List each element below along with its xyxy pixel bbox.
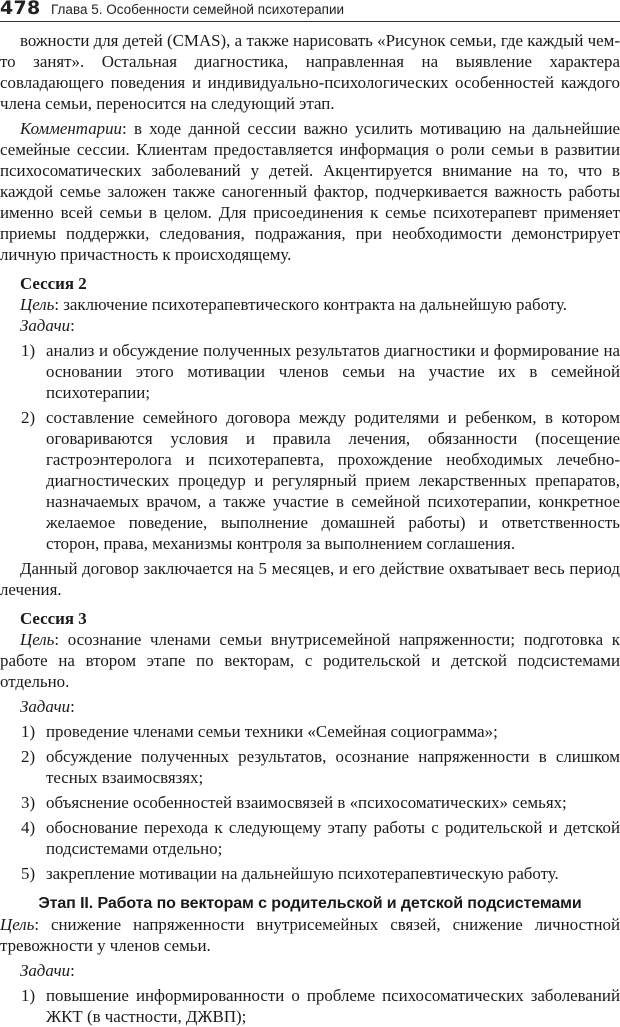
comments-text: : в ходе данной сессии важно усилить мотивацию на дальнейшие семейные сессии. Клиентам предоставляется информация о роли семьи в развитии психосоматических заболеваний у детей. Акцентируется внимание на то, что в каждой семье заложен также саногенный фактор, подчеркивается важность работы именно всей семьи в целом. Для присоединения к семье психотерапевт применяет приемы поддержки, следования, подражания, при необходимости демонстрирует личную причастность к происходящему. xyxy=(0,119,620,264)
chapter-title: Глава 5. Особенности семейной психотерапии xyxy=(51,2,345,17)
list-item-number: 3) xyxy=(21,793,36,812)
stage-2-tasks-heading xyxy=(0,960,620,981)
session-2-after: Данный договор заключается на 5 месяцев, и его действие охватывает весь период лечения. xyxy=(0,559,620,599)
list-item-text: объяснение особенностей взаимосвязей в «психосоматических» семьях; xyxy=(46,793,567,812)
page-number: 478 xyxy=(0,0,41,19)
goal-text: : снижение напряженности внутрисемейных связей, снижение личностной тревожности у членов семьи. xyxy=(0,915,620,955)
list-item-number: 5) xyxy=(21,864,36,883)
page-body xyxy=(0,30,620,1027)
list-item xyxy=(0,721,620,742)
tasks-colon: : xyxy=(70,961,75,980)
goal-label: Цель xyxy=(0,915,35,934)
session-2-goal xyxy=(0,294,620,315)
tasks-colon: : xyxy=(70,697,75,716)
session-3-title: Сессия 3 xyxy=(20,609,87,628)
list-item-text: повышение информированности о проблеме психосоматических заболеваний ЖКТ (в частности, ДЖВП); xyxy=(46,986,620,1026)
goal-text: : заключение психотерапевтического контракта на дальнейшую работу. xyxy=(54,295,567,314)
list-item xyxy=(0,746,620,788)
list-item-number: 2) xyxy=(21,747,36,766)
goal-label: Цель xyxy=(20,630,55,649)
list-item-text: обсуждение полученных результатов, осознание напряженности в слишком тесных взаимосвязях; xyxy=(46,747,620,787)
list-item xyxy=(0,863,620,884)
stage-2-title: Этап II. Работа по векторам с родительской и детской подсистемами xyxy=(38,895,582,912)
list-item-number: 1) xyxy=(21,341,36,360)
comments-paragraph xyxy=(0,118,620,265)
list-item xyxy=(0,407,620,554)
session-2-title: Сессия 2 xyxy=(20,274,87,293)
stage-2-task-list xyxy=(0,985,620,1027)
page-header xyxy=(0,0,620,24)
list-item-number: 1) xyxy=(21,986,36,1005)
list-item xyxy=(0,985,620,1027)
list-item-text: анализ и обсуждение полученных результатов диагностики и формирование на основании этого мотивации членов семьи на участие их в семейной психотерапии; xyxy=(46,341,620,402)
list-item-text: проведение членами семьи техники «Семейная социограмма»; xyxy=(46,722,498,741)
tasks-colon: : xyxy=(70,316,75,335)
list-item xyxy=(0,792,620,813)
header-rule xyxy=(0,21,620,22)
session-2-task-list xyxy=(0,340,620,554)
tasks-label: Задачи xyxy=(20,316,71,335)
comments-label: Комментарии xyxy=(20,119,122,138)
goal-label: Цель xyxy=(20,295,55,314)
stage-2-goal xyxy=(0,914,620,956)
list-item-text: составление семейного договора между родителями и ребенком, в котором оговариваются условия и правила лечения, обязанности (посещение гастроэнтеролога и психотерапевта, прохождение необходимых лечебно-диагностических процедур и регулярный прием лекарственных препаратов, назначаемых врачом, а также участие в семейной психотерапии, конкретное желаемое поведение, выполнение домашней работы) и ответственность сторон, права, механизмы контроля за выполнением соглашения. xyxy=(46,408,620,553)
list-item-text: закрепление мотивации на дальнейшую психотерапевтическую работу. xyxy=(46,864,559,883)
list-item-number: 1) xyxy=(21,722,36,741)
tasks-label: Задачи xyxy=(20,697,71,716)
session-3-goal xyxy=(0,629,620,692)
goal-text: : осознание членами семьи внутрисемейной напряженности; подготовка к работе на втором этапе по векторам, с родительской и детской подсистемами отдельно. xyxy=(0,630,620,691)
list-item-number: 4) xyxy=(21,818,36,837)
tasks-label: Задачи xyxy=(20,961,71,980)
paragraph-continued: вожности для детей (CMAS), а также нарисовать «Рисунок семьи, где каждый чем-то занят». Остальная диагностика, направленная на выявление характера совладающего поведения и индивидуально-психологических особенностей каждого члена семьи, переносится на следующий этап. xyxy=(0,31,620,113)
list-item-text: обоснование перехода к следующему этапу работы с родительской и детской подсистемами отдельно; xyxy=(46,818,620,858)
session-3-task-list xyxy=(0,721,620,884)
list-item-number: 2) xyxy=(21,408,36,427)
session-3-tasks-heading xyxy=(0,696,620,717)
list-item xyxy=(0,817,620,859)
session-2-tasks-heading xyxy=(0,315,620,336)
list-item xyxy=(0,340,620,403)
